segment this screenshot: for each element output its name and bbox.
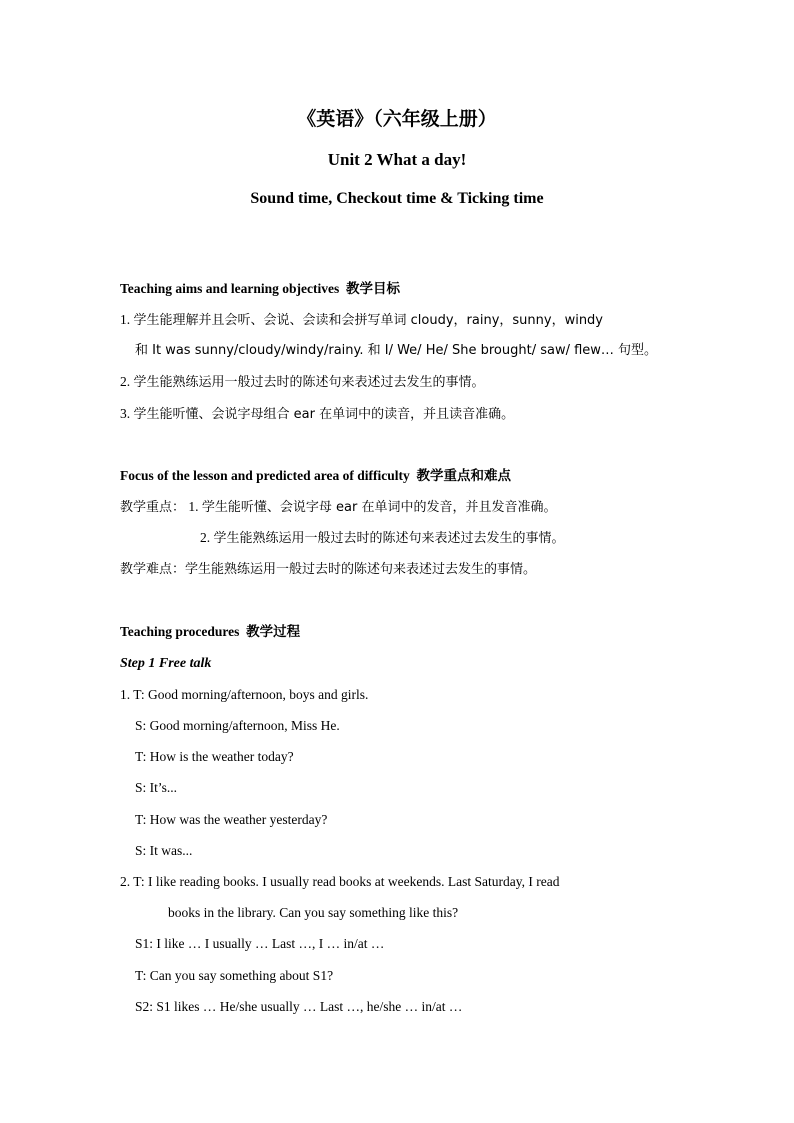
key-point-2-number: 2.: [200, 530, 211, 545]
dialog-line: S: It’s...: [135, 780, 178, 795]
dialog-line: S1: I like … I usually … Last …, I … in/at …: [135, 936, 385, 951]
aim-item-3-text: 学生能听懂、会说字母组合 ear 在单词中的读音，并且读音准确。: [133, 407, 515, 422]
dialog-line: S: It was...: [135, 843, 193, 858]
key-point-2-text: 学生能熟练运用一般过去时的陈述句来表述过去发生的事情。: [213, 531, 565, 546]
lesson-subtitle: Sound time, Checkout time & Ticking time: [250, 190, 544, 207]
difficulty-text: 学生能熟练运用一般过去时的陈述句来表述过去发生的事情。: [185, 562, 537, 577]
dialog-line: S: Good morning/afternoon, Miss He.: [135, 718, 340, 733]
aim-item-1-number: 1.: [120, 312, 131, 327]
aim-item-3-number: 3.: [120, 406, 131, 421]
aim-item-3: [120, 404, 514, 425]
key-point-1: [120, 497, 556, 518]
dialog-line: S2: S1 likes … He/she usually … Last …, he/she … in/at …: [135, 999, 463, 1014]
dialog-line: T: Can you say something about S1?: [135, 968, 334, 983]
aims-heading: [120, 279, 400, 299]
unit-title: Unit 2 What a day!: [327, 150, 467, 169]
step-1-heading: Step 1 Free talk: [120, 656, 212, 671]
procedures-heading-cn: 教学过程: [246, 624, 301, 640]
dialog-line: T: How is the weather today?: [135, 749, 294, 764]
procedures-heading: [120, 622, 300, 642]
aim-item-2-text: 学生能熟练运用一般过去时的陈述句来表述过去发生的事情。: [133, 375, 485, 390]
key-point-1-text: 学生能听懂、会说字母 ear 在单词中的发音，并且发音准确。: [201, 500, 557, 515]
focus-heading: [120, 466, 511, 486]
aim-item-1: [120, 310, 603, 331]
dialog-line: books in the library. Can you say something like this?: [168, 905, 459, 920]
document-title: 《英语》（六年级上册）: [297, 108, 497, 130]
dialog-line: T: How was the weather yesterday?: [135, 812, 328, 827]
aim-item-2-number: 2.: [120, 374, 131, 389]
aims-heading-en: Teaching aims and learning objectives: [120, 281, 340, 296]
key-point-2: [200, 528, 565, 549]
focus-heading-cn: 教学重点和难点: [416, 468, 511, 484]
dialog-line: 2. T: I like reading books. I usually read books at weekends. Last Saturday, I read: [120, 874, 560, 889]
aim-item-1-continued: 和 It was sunny/cloudy/windy/rainy. 和 I/ We/ He/ She brought/ saw/ flew… 句型。: [135, 343, 658, 358]
difficulty: [120, 559, 536, 580]
key-point-1-number: 1.: [188, 499, 199, 514]
aim-item-1-text: 学生能理解并且会听、会说、会读和会拼写单词 cloudy，rainy，sunny，windy: [133, 313, 603, 328]
focus-heading-en: Focus of the lesson and predicted area of difficulty: [120, 468, 410, 483]
dialog-line: 1. T: Good morning/afternoon, boys and girls.: [120, 687, 369, 702]
difficulty-label: 教学难点：: [120, 562, 186, 577]
key-point-label: 教学重点：: [120, 500, 186, 515]
aim-item-2: [120, 372, 485, 393]
aims-heading-cn: 教学目标: [346, 281, 401, 297]
procedures-heading-en: Teaching procedures: [120, 624, 240, 639]
